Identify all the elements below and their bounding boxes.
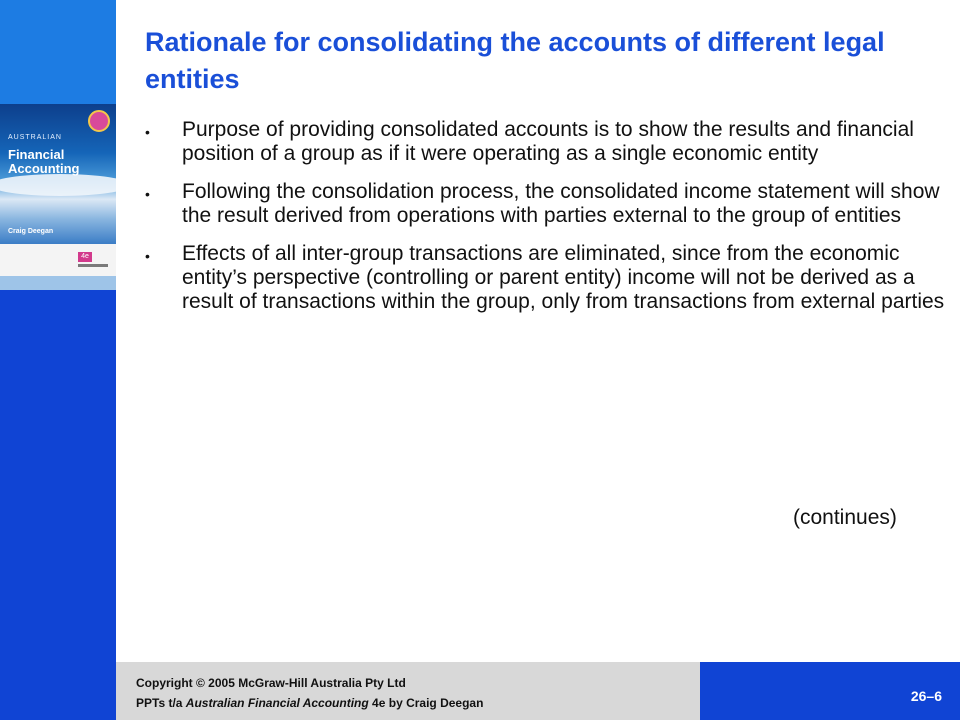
bullet-icon: • <box>145 124 150 140</box>
book-title <box>8 148 80 176</box>
book-cover-image <box>0 104 116 290</box>
ppt-book-title: Australian Financial Accounting <box>185 696 369 710</box>
publisher-logo <box>78 264 108 267</box>
page-number: 26–6 <box>910 688 942 704</box>
bullet-icon: • <box>145 186 150 202</box>
footer-bar <box>116 662 700 720</box>
bullet-icon: • <box>145 248 150 264</box>
ppt-prefix: PPTs t/a <box>136 696 186 710</box>
book-cover-wave <box>0 174 116 196</box>
ppt-suffix: 4e by Craig Deegan <box>368 696 484 710</box>
book-cover-footer <box>0 244 116 276</box>
bullet-item <box>145 242 945 314</box>
copyright-text: Copyright © 2005 McGraw-Hill Australia Pty Ltd <box>136 676 406 690</box>
bullet-item <box>145 180 945 228</box>
ppt-credit <box>136 696 483 710</box>
book-author: Craig Deegan <box>8 228 54 235</box>
book-series: AUSTRALIAN <box>8 134 62 141</box>
bullet-item <box>145 118 945 166</box>
bullet-list <box>145 118 945 328</box>
continues-label: (continues) <box>793 506 897 529</box>
bullet-text: Following the consolidation process, the consolidated income statement will show the result derived from operations with parties external to the group of entities <box>182 180 940 227</box>
book-edition-badge: 4e <box>78 252 92 262</box>
bullet-text: Effects of all inter-group transactions are eliminated, since from the economic entity’s perspective (controlling or parent entity) income will not be derived as a result of transactions within the group, only from transactions from external parties <box>182 242 945 313</box>
sidebar-top-band <box>0 0 116 104</box>
book-badge-icon <box>88 110 110 132</box>
sidebar-bottom-band <box>0 290 116 720</box>
book-title-line1: Financial <box>8 147 65 162</box>
page-number-box <box>700 662 960 720</box>
book-title-line2: Accounting <box>8 161 80 176</box>
slide-title: Rationale for consolidating the accounts of different legal entities <box>145 27 885 94</box>
bullet-text: Purpose of providing consolidated accounts is to show the results and financial position of a group as if it were operating as a single economic entity <box>182 118 914 165</box>
